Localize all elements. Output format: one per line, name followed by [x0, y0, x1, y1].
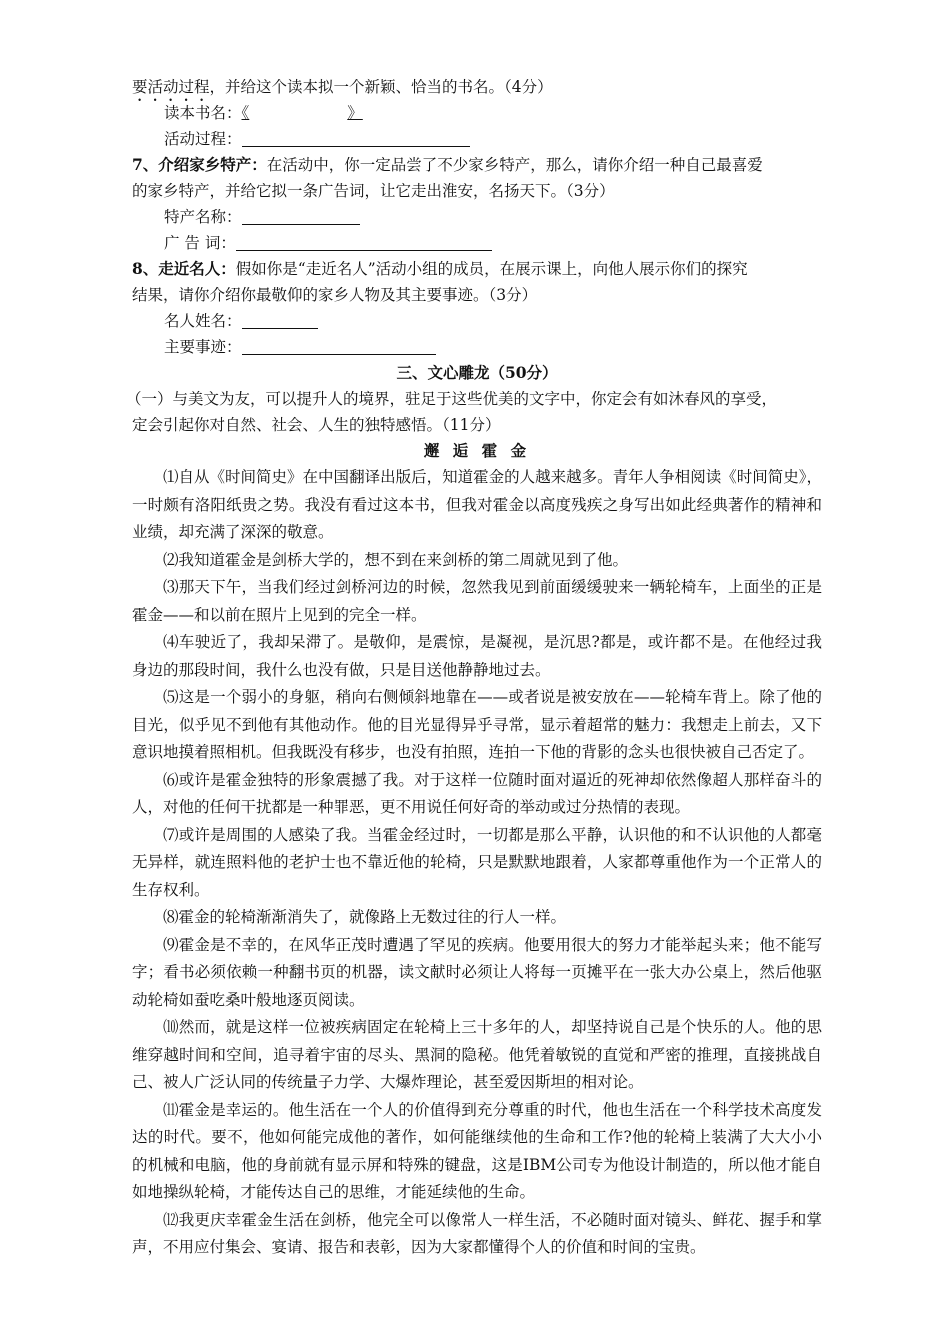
article-paragraph: ⑿我更庆幸霍金生活在剑桥，他完全可以像常人一样生活，不必随时面对镜头、鲜花、握手和掌声，不用应付集会、宴请、报告和表彰，因为大家都懂得个人的价值和时间的宝贵。 — [132, 1210, 822, 1256]
question-8-line1 — [132, 256, 822, 282]
book-name-blank[interactable] — [242, 104, 363, 122]
section-heading: 三、文心雕龙（50分） — [396, 363, 558, 382]
question-7-title: 7、介绍家乡特产： — [132, 155, 267, 174]
article-paragraph: ⑾霍金是幸运的。他生活在一个人的价值得到充分尊重的时代，他也生活在一个科学技术高度发达的时代。要不，他如何能完成他的著作，如何能继续他的生命和工作?他的轮椅上装满了大大小小的机械和电脑，他的身前就有显示屏和特殊的键盘，这是IBM公司专为他设计制造的，所以他才能自如地操纵轮椅，才能传达自己的思维，才能延续他的生命。 — [132, 1100, 822, 1201]
article-body — [132, 464, 822, 1262]
article-paragraph: ⑶那天下午，当我们经过剑桥河边的时候，忽然我见到前面缓缓驶来一辆轮椅车，上面坐的正是霍金——和以前在照片上见到的完全一样。 — [132, 578, 822, 624]
article-title: 邂 逅 霍 金 — [423, 441, 531, 460]
ad-slogan-label: 广 告 词： — [164, 234, 236, 252]
article-paragraph: ⑻霍金的轮椅渐渐消失了，就像路上无数过往的行人一样。 — [163, 908, 567, 926]
article-paragraph: ⑴自从《时间简史》在中国翻译出版后，知道霍金的人越来越多。青年人争相阅读《时间简史》，一时颇有洛阳纸贵之势。我没有看过这本书，但我对霍金以高度残疾之身写出如此经典著作的精神和业绩，却充满了深深的敬意。 — [132, 468, 822, 541]
article-paragraph: ⑷车驶近了，我却呆滞了。是敬仰，是震惊，是凝视，是沉思?都是，或许都不是。在他经过我身边的那段时间，我什么也没有做，只是目送他静静地过去。 — [132, 633, 822, 679]
ad-slogan-blank[interactable] — [236, 232, 492, 251]
emphasized-text: 要活动过程 — [132, 78, 210, 96]
article-paragraph: ⑺或许是周围的人感染了我。当霍金经过时，一切都是那么平静，认识他的和不认识他的人都毫无异样，就连照料他的老护士也不靠近他的轮椅，只是默默地跟着，人家都尊重他作为一个正常人的生存权利。 — [132, 825, 822, 899]
section-intro-line2: 定会引起你对自然、社会、人生的独特感悟。（11分） — [132, 416, 501, 434]
section-intro-line1: （一）与美文为友，可以提升人的境界，驻足于这些优美的文字中，你定会有如沐春风的享受， — [126, 390, 778, 408]
question-7-line2 — [132, 178, 822, 204]
instruction-text: ，并给这个读本拟一个新颖、恰当的书名。（4分） — [209, 78, 553, 96]
book-name-label: 读本书名： — [164, 104, 242, 122]
deeds-row — [132, 334, 822, 360]
article-paragraph: ⑽然而，就是这样一位被疾病固定在轮椅上三十多年的人，却坚持说自己是个快乐的人。他的思维穿越时间和空间，追寻着宇宙的尽头、黑洞的隐秘。他凭着敏锐的直觉和严密的推理，直接挑战自己、被人广泛认同的传统量子力学、大爆炸理论，甚至爱因斯坦的相对论。 — [132, 1018, 822, 1091]
article-paragraph: ⑼霍金是不幸的，在风华正茂时遭遇了罕见的疾病。他要用很大的努力才能举起头来；他不能写字；看书必须依赖一种翻书页的机器，读文献时必须让人将每一页摊平在一张大办公桌上，然后他驱动轮椅如蚕吃桑叶般地逐页阅读。 — [132, 935, 822, 1009]
deeds-blank[interactable] — [242, 336, 436, 355]
process-label: 活动过程： — [164, 130, 242, 148]
question-7-text2: 的家乡特产，并给它拟一条广告词，让它走出淮安，名扬天下。（3分） — [132, 182, 615, 200]
specialty-name-blank[interactable] — [242, 206, 360, 225]
article-paragraph: ⑸这是一个弱小的身躯，稍向右侧倾斜地靠在——或者说是被安放在——轮椅车背上。除了他的目光，似乎见不到他有其他动作。他的目光显得异乎寻常，显示着超常的魅力：我想走上前去，又下意识地摸着照相机。但我既没有移步，也没有拍照，连拍一下他的背影的念头也很快被自己否定了。 — [132, 688, 822, 761]
article-paragraph: ⑹或许是霍金独特的形象震撼了我。对于这样一位随时面对逼近的死神却依然像超人那样奋斗的人，对他的任何干扰都是一种罪恶，更不用说任何好奇的举动或过分热情的表现。 — [132, 770, 822, 816]
question-6-continuation — [132, 74, 822, 100]
question-8-line2 — [132, 282, 822, 308]
process-blank[interactable] — [242, 128, 470, 147]
exam-page — [126, 74, 822, 1262]
question-8-text1: 假如你是“走近名人”活动小组的成员，在展示课上，向他人展示你们的探究 — [235, 260, 748, 278]
celebrity-name-row — [132, 308, 822, 334]
question-8-title: 8、走近名人： — [132, 259, 236, 278]
deeds-label: 主要事迹： — [164, 338, 242, 356]
question-7-line1 — [132, 152, 822, 178]
specialty-name-row — [132, 204, 822, 230]
book-open-bracket: 《 — [241, 104, 250, 122]
book-close-bracket: 》 — [347, 104, 363, 122]
celebrity-name-blank[interactable] — [242, 310, 318, 329]
process-row — [132, 126, 822, 152]
specialty-name-label: 特产名称： — [164, 208, 242, 226]
question-7-text1: 在活动中，你一定品尝了不少家乡特产，那么，请你介绍一种自己最喜爱 — [266, 156, 763, 174]
celebrity-name-label: 名人姓名： — [164, 312, 242, 330]
ad-slogan-row — [132, 230, 822, 256]
article-paragraph: ⑵我知道霍金是剑桥大学的，想不到在来剑桥的第二周就见到了他。 — [163, 550, 629, 569]
question-8-text2: 结果，请你介绍你最敬仰的家乡人物及其主要事迹。（3分） — [132, 286, 538, 304]
book-name-row — [132, 100, 822, 126]
